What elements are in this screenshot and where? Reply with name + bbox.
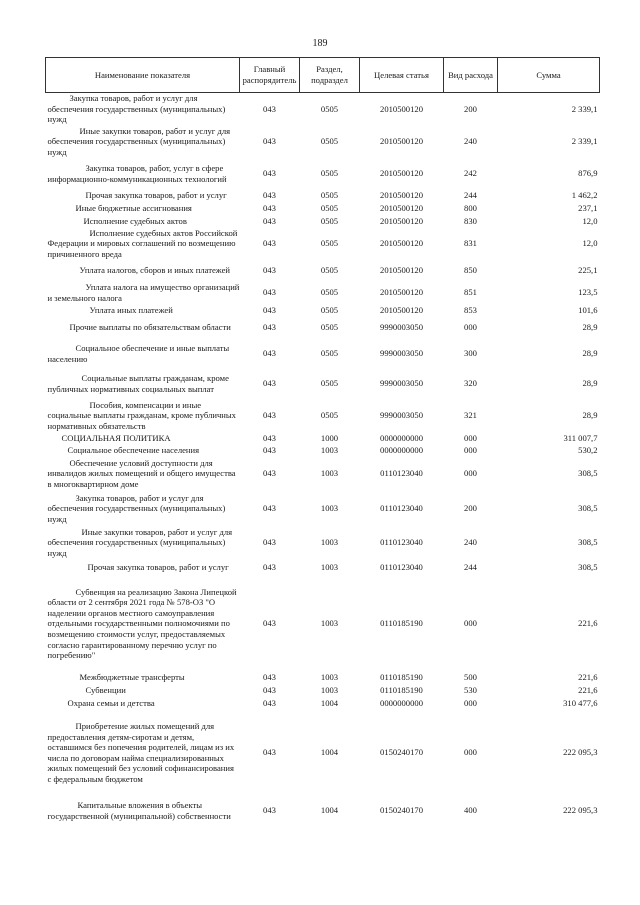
table-row	[46, 457, 600, 491]
cell-amount: 2 339,1	[571, 103, 598, 114]
cell-target-article: 9990003050	[380, 348, 423, 359]
cell-amount: 1 462,2	[571, 189, 598, 200]
cell-amount: 221,6	[578, 671, 598, 682]
cell-main-manager: 043	[263, 445, 276, 456]
cell-amount: 308,5	[578, 562, 598, 573]
cell-name: Прочие выплаты по обязательствам области	[69, 322, 231, 333]
cell-amount: 225,1	[578, 265, 598, 276]
table-row	[46, 93, 600, 125]
cell-main-manager: 043	[263, 410, 276, 421]
header-main-manager: Главный распорядитель	[240, 58, 300, 93]
cell-main-manager: 043	[263, 304, 276, 315]
cell-section: 0505	[320, 322, 339, 333]
header-amount: Сумма	[498, 58, 600, 93]
cell-name: Субвенция на реализацию Закона Липецкой области от 2 сентября 2021 года № 578-ОЗ "О наделении органов местного самоуправления отдельными государственными полномочиями по возмещению стоимости услуг, предоставляемых согласно гарантированному перечню услуг по погребению"	[47, 586, 237, 661]
cell-amount: 530,2	[578, 445, 598, 456]
cell-amount: 12,0	[582, 238, 598, 249]
cell-name: Закупка товаров, работ и услуг для обеспечения государственных (муниципальных) нужд	[47, 93, 226, 125]
cell-section: 0505	[320, 410, 339, 421]
cell-name: Пособия, компенсации и иные социальные выплаты гражданам, кроме публичных нормативных обязательств	[47, 399, 236, 432]
cell-amount: 28,9	[582, 348, 598, 359]
cell-main-manager: 043	[263, 348, 276, 359]
table-row	[46, 433, 600, 445]
cell-section: 1003	[320, 562, 339, 573]
table-row	[46, 445, 600, 457]
cell-name: Иные бюджетные ассигнования	[75, 202, 192, 213]
cell-main-manager: 043	[263, 215, 276, 226]
table-row	[46, 369, 600, 399]
table-row	[46, 710, 600, 796]
cell-expense-type: 830	[464, 215, 477, 226]
cell-main-manager: 043	[263, 189, 276, 200]
cell-name: Межбюджетные трансферты	[79, 671, 185, 682]
header-expense-type: Вид расхода	[444, 58, 498, 93]
cell-target-article: 0110123040	[380, 468, 423, 479]
cell-expense-type: 321	[464, 410, 477, 421]
cell-name: Уплата налогов, сборов и иных платежей	[79, 265, 231, 276]
cell-expense-type: 244	[464, 189, 477, 200]
cell-name: Охрана семьи и детства	[67, 697, 155, 708]
cell-main-manager: 043	[263, 697, 276, 708]
table-body	[46, 93, 600, 826]
cell-target-article: 9990003050	[380, 378, 423, 389]
page-number: 189	[312, 38, 328, 49]
cell-main-manager: 043	[263, 671, 276, 682]
table-row	[46, 215, 600, 228]
cell-target-article: 2010500120	[380, 168, 423, 179]
cell-expense-type: 200	[464, 503, 477, 514]
cell-section: 0505	[320, 348, 339, 359]
cell-name: СОЦИАЛЬНАЯ ПОЛИТИКА	[61, 433, 171, 444]
cell-target-article: 2010500120	[380, 136, 423, 147]
cell-target-article: 0150240170	[380, 747, 423, 758]
table-row	[46, 317, 600, 339]
cell-amount: 28,9	[582, 378, 598, 389]
cell-amount: 28,9	[582, 322, 598, 333]
cell-amount: 308,5	[578, 503, 598, 514]
cell-name: Исполнение судебных актов	[83, 215, 187, 226]
cell-main-manager: 043	[263, 287, 276, 298]
cell-expense-type: 240	[464, 136, 477, 147]
cell-expense-type: 500	[464, 671, 477, 682]
cell-section: 1003	[320, 445, 339, 456]
cell-amount: 876,9	[578, 168, 598, 179]
cell-expense-type: 000	[464, 697, 477, 708]
table-row	[46, 228, 600, 260]
cell-name: Закупка товаров, работ, услуг в сфере информационно-коммуникационных технологий	[47, 163, 227, 184]
cell-name: Прочая закупка товаров, работ и услуг	[85, 189, 227, 200]
table-row	[46, 577, 600, 671]
cell-amount: 12,0	[582, 215, 598, 226]
cell-main-manager: 043	[263, 202, 276, 213]
cell-section: 0505	[320, 265, 339, 276]
cell-target-article: 2010500120	[380, 238, 423, 249]
cell-amount: 28,9	[582, 410, 598, 421]
cell-expense-type: 000	[464, 747, 477, 758]
cell-expense-type: 000	[464, 618, 477, 629]
cell-main-manager: 043	[263, 537, 276, 548]
cell-section: 1004	[320, 805, 339, 816]
cell-section: 0505	[320, 287, 339, 298]
cell-amount: 237,1	[578, 202, 598, 213]
cell-target-article: 0110123040	[380, 537, 423, 548]
cell-section: 1000	[320, 433, 339, 444]
cell-name: Закупка товаров, работ и услуг для обеспечения государственных (муниципальных) нужд	[47, 492, 226, 525]
cell-name: Уплата иных платежей	[89, 304, 173, 315]
cell-expense-type: 400	[464, 805, 477, 816]
cell-target-article: 0000000000	[380, 445, 423, 456]
cell-section: 0505	[320, 304, 339, 315]
cell-section: 1003	[320, 468, 339, 479]
cell-target-article: 2010500120	[380, 304, 423, 315]
cell-target-article: 9990003050	[380, 410, 423, 421]
cell-expense-type: 200	[464, 103, 477, 114]
table-row	[46, 399, 600, 433]
cell-expense-type: 530	[464, 684, 477, 695]
cell-target-article: 2010500120	[380, 202, 423, 213]
cell-main-manager: 043	[263, 238, 276, 249]
cell-target-article: 0110185190	[380, 618, 423, 629]
cell-target-article: 2010500120	[380, 215, 423, 226]
table-row	[46, 491, 600, 527]
cell-name: Социальные выплаты гражданам, кроме публичных нормативных социальных выплат	[47, 373, 229, 394]
cell-main-manager: 043	[263, 322, 276, 333]
cell-target-article: 2010500120	[380, 189, 423, 200]
header-section: Раздел, подраздел	[300, 58, 360, 93]
cell-main-manager: 043	[263, 618, 276, 629]
cell-section: 0505	[320, 238, 339, 249]
table-row	[46, 527, 600, 559]
cell-main-manager: 043	[263, 684, 276, 695]
cell-target-article: 0110123040	[380, 562, 423, 573]
cell-expense-type: 244	[464, 562, 477, 573]
budget-table	[45, 57, 600, 826]
cell-amount: 308,5	[578, 468, 598, 479]
table-header-row	[46, 58, 600, 93]
cell-section: 1003	[320, 503, 339, 514]
cell-main-manager: 043	[263, 805, 276, 816]
cell-section: 1003	[320, 618, 339, 629]
table-row	[46, 559, 600, 577]
cell-expense-type: 853	[464, 304, 477, 315]
cell-main-manager: 043	[263, 468, 276, 479]
cell-target-article: 0110123040	[380, 503, 423, 514]
cell-name: Социальное обеспечение и иные выплаты населению	[47, 343, 230, 364]
cell-section: 0505	[320, 189, 339, 200]
cell-target-article: 9990003050	[380, 322, 423, 333]
cell-main-manager: 043	[263, 168, 276, 179]
cell-name: Обеспечение условий доступности для инвалидов жилых помещений и общего имущества в многоквартирном доме	[47, 457, 236, 490]
table-row	[46, 159, 600, 189]
cell-expense-type: 800	[464, 202, 477, 213]
table-row	[46, 282, 600, 304]
table-row	[46, 125, 600, 159]
cell-section: 1003	[320, 671, 339, 682]
cell-name: Иные закупки товаров, работ и услуг для обеспечения государственных (муниципальных) нужд	[47, 125, 231, 158]
table-row	[46, 202, 600, 215]
header-target-article: Целевая статья	[360, 58, 444, 93]
cell-target-article: 0110185190	[380, 684, 423, 695]
cell-main-manager: 043	[263, 433, 276, 444]
cell-amount: 101,6	[578, 304, 598, 315]
cell-amount: 310 477,6	[563, 697, 598, 708]
cell-section: 1003	[320, 684, 339, 695]
table-row	[46, 260, 600, 282]
cell-section: 0505	[320, 168, 339, 179]
table-row	[46, 339, 600, 369]
cell-main-manager: 043	[263, 136, 276, 147]
cell-expense-type: 000	[464, 433, 477, 444]
table-row	[46, 304, 600, 317]
cell-name: Капитальные вложения в объекты государственной (муниципальной) собственности	[47, 800, 231, 821]
cell-expense-type: 320	[464, 378, 477, 389]
cell-main-manager: 043	[263, 378, 276, 389]
cell-expense-type: 850	[464, 265, 477, 276]
cell-target-article: 2010500120	[380, 265, 423, 276]
cell-section: 0505	[320, 136, 339, 147]
cell-expense-type: 000	[464, 322, 477, 333]
cell-target-article: 0150240170	[380, 805, 423, 816]
cell-amount: 2 339,1	[571, 136, 598, 147]
cell-amount: 123,5	[578, 287, 598, 298]
cell-main-manager: 043	[263, 747, 276, 758]
table-row	[46, 796, 600, 826]
cell-main-manager: 043	[263, 503, 276, 514]
cell-amount: 222 095,3	[563, 747, 598, 758]
cell-expense-type: 831	[464, 238, 477, 249]
cell-amount: 308,5	[578, 537, 598, 548]
cell-section: 1004	[320, 697, 339, 708]
cell-expense-type: 851	[464, 287, 477, 298]
cell-section: 0505	[320, 202, 339, 213]
cell-target-article: 0000000000	[380, 697, 423, 708]
cell-section: 0505	[320, 378, 339, 389]
cell-main-manager: 043	[263, 265, 276, 276]
cell-target-article: 0000000000	[380, 433, 423, 444]
cell-target-article: 2010500120	[380, 287, 423, 298]
table-row	[46, 671, 600, 684]
table-row	[46, 684, 600, 697]
cell-name: Субвенции	[85, 684, 126, 695]
cell-name: Социальное обеспечение населения	[67, 445, 200, 456]
cell-section: 0505	[320, 215, 339, 226]
table-row	[46, 697, 600, 710]
cell-main-manager: 043	[263, 103, 276, 114]
cell-amount: 311 007,7	[563, 433, 598, 444]
table-row	[46, 189, 600, 202]
cell-expense-type: 300	[464, 348, 477, 359]
cell-expense-type: 000	[464, 468, 477, 479]
cell-target-article: 2010500120	[380, 103, 423, 114]
cell-amount: 221,6	[578, 684, 598, 695]
cell-expense-type: 000	[464, 445, 477, 456]
cell-name: Иные закупки товаров, работ и услуг для обеспечения государственных (муниципальных) нужд	[47, 526, 233, 559]
cell-main-manager: 043	[263, 562, 276, 573]
cell-section: 0505	[320, 103, 339, 114]
cell-name: Уплата налога на имущество организаций и земельного налога	[47, 282, 240, 303]
cell-expense-type: 242	[464, 168, 477, 179]
cell-name: Исполнение судебных актов Российской Федерации и мировых соглашений по возмещению причиненного вреда	[47, 227, 238, 260]
header-name: Наименование показателя	[46, 58, 240, 93]
cell-section: 1003	[320, 537, 339, 548]
cell-target-article: 0110185190	[380, 671, 423, 682]
cell-amount: 221,6	[578, 618, 598, 629]
cell-name: Прочая закупка товаров, работ и услуг	[87, 562, 229, 573]
cell-expense-type: 240	[464, 537, 477, 548]
cell-section: 1004	[320, 747, 339, 758]
cell-name: Приобретение жилых помещений для предоставления детям-сиротам и детям, оставшимся без попечения родителей, лицам из их числа по договорам найма специализированных жилых помещений без условий софинансирования с федеральным бюджетом	[47, 721, 235, 784]
cell-amount: 222 095,3	[563, 805, 598, 816]
